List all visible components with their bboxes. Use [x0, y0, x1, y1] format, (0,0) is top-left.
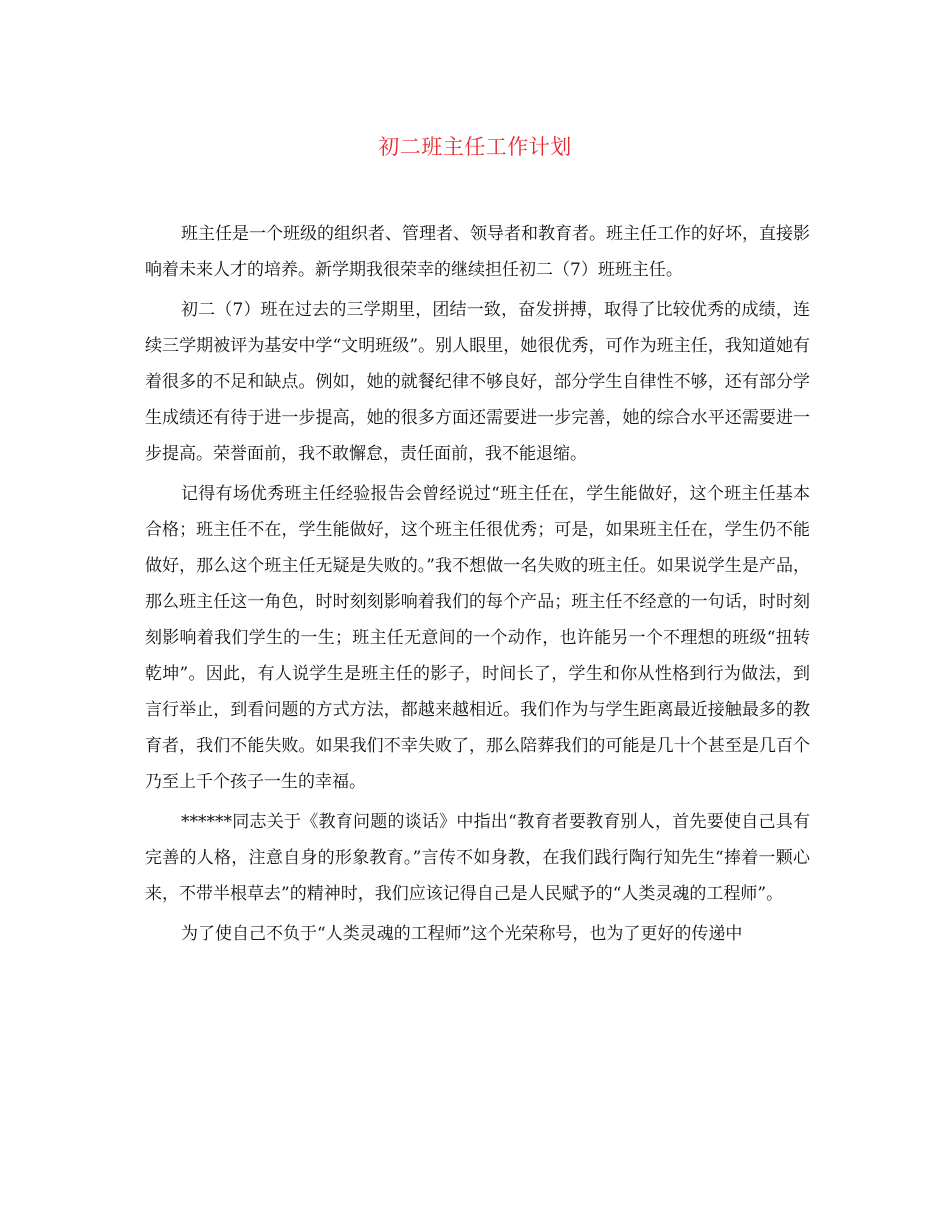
paragraph-5: 为了使自己不负于“人类灵魂的工程师”这个光荣称号，也为了更好的传递中 — [181, 924, 743, 944]
paragraph-1: 班主任是一个班级的组织者、管理者、领导者和教育者。班主任工作的好坏，直接影响着未来人才的培养。新学期我很荣幸的继续担任初二（7）班班主任。 — [145, 224, 810, 280]
paragraph-4: ******同志关于《教育问题的谈话》中指出“教育者要教育别人，首先要使自己具有完善的人格，注意自身的形象教育。”言传不如身教，在我们践行陶行知先生“捧着一颗心来，不带半根草去”的精神时，我们应该记得自己是人民赋予的“人类灵魂的工程师”。 — [145, 812, 810, 904]
paragraph-3: 记得有场优秀班主任经验报告会曾经说过“班主任在，学生能做好，这个班主任基本合格；班主任不在，学生能做好，这个班主任很优秀；可是，如果班主任在，学生仍不能做好，那么这个班主任无疑是失败的。”我不想做一名失败的班主任。如果说学生是产品，那么班主任这一角色，时时刻刻影响着我们的每个产品；班主任不经意的一句话，时时刻刻影响着我们学生的一生；班主任无意间的一个动作，也许能另一个不理想的班级“扭转乾坤”。因此，有人说学生是班主任的影子，时间长了，学生和你从性格到行为做法，到言行举止，到看问题的方式方法，都越来越相近。我们作为与学生距离最近接触最多的教育者，我们不能失败。如果我们不幸失败了，那么陪葬我们的可能是几十个甚至是几百个乃至上千个孩子一生的幸福。 — [145, 484, 810, 792]
paragraph-2: 初二（7）班在过去的三学期里，团结一致，奋发拼搏，取得了比较优秀的成绩，连续三学期被评为基安中学“文明班级”。别人眼里，她很优秀，可作为班主任，我知道她有着很多的不足和缺点。例如，她的就餐纪律不够良好，部分学生自律性不够，还有部分学生成绩还有待于进一步提高，她的很多方面还需要进一步完善，她的综合水平还需要进一步提高。荣誉面前，我不敢懈怠，责任面前，我不能退缩。 — [145, 300, 810, 464]
document-title: 初二班主任工作计划 — [378, 135, 572, 159]
document-body — [145, 216, 810, 956]
